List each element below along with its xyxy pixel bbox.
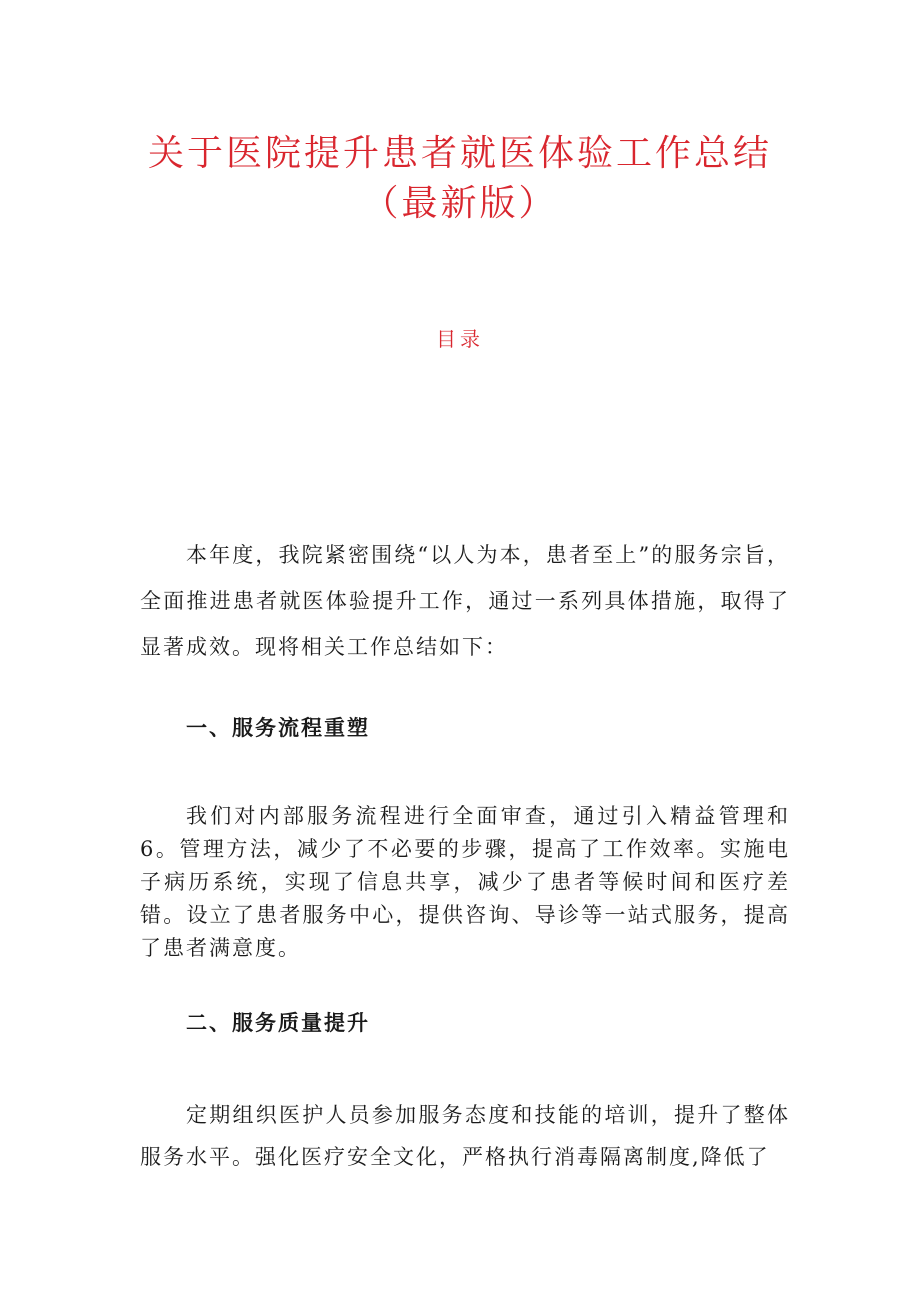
document-title: 关于医院提升患者就医体验工作总结 [147, 133, 772, 174]
document-title-suffix: （最新版） [362, 183, 558, 224]
section-2-body: 定期组织医护人员参加服务态度和技能的培训，提升了整体服务水平。强化医疗安全文化，严格执行消毒隔离制度,降低了 [140, 1103, 790, 1169]
section-heading-1: 一、服务流程重塑 [186, 715, 370, 740]
toc-link[interactable]: 目录 [436, 327, 484, 351]
section-1-body: 我们对内部服务流程进行全面审查，通过引入精益管理和6。管理方法，减少了不必要的步骤，提高了工作效率。实施电子病历系统，实现了信息共享，减少了患者等候时间和医疗差错。设立了患者服务中心，提供咨询、导诊等一站式服务，提高了患者满意度。 [140, 804, 790, 960]
section-heading-2: 二、服务质量提升 [186, 1010, 370, 1035]
intro-paragraph: 本年度，我院紧密围绕“以人为本，患者至上”的服务宗旨，全面推进患者就医体验提升工作，通过一系列具体措施，取得了显著成效。现将相关工作总结如下： [140, 543, 790, 659]
